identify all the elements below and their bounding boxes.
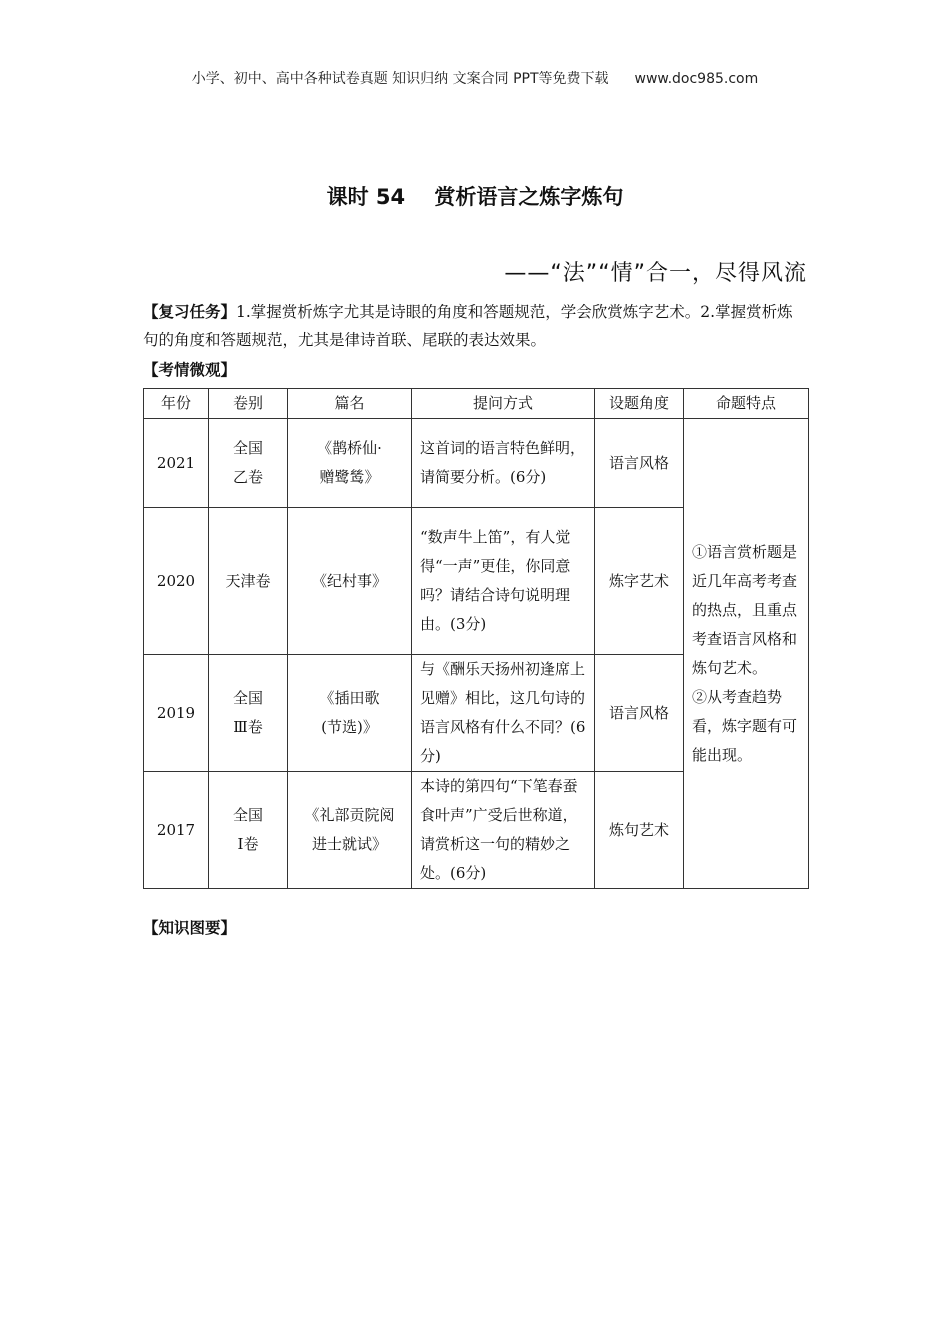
header-url[interactable]: www.doc985.com [634, 71, 759, 87]
review-task [143, 298, 808, 354]
cell-paper: 全国 Ⅲ卷 [209, 655, 288, 772]
cell-question: 这首词的语言特色鲜明，请简要分析。(6分) [412, 419, 595, 508]
table-row [144, 419, 809, 508]
table-header-row [144, 389, 809, 419]
cell-title: 《插田歌 (节选)》 [288, 655, 412, 772]
header-angle: 设题角度 [595, 389, 684, 419]
cell-question: 与《酬乐天扬州初逢席上见赠》相比，这几句诗的语言风格有什么不同？(6分) [412, 655, 595, 772]
lesson-subtitle: ——“法”“情”合一，尽得风流 [504, 261, 807, 286]
review-task-label: 【复习任务】 [143, 303, 237, 321]
section-label-kaoqing: 【考情微观】 [143, 361, 237, 379]
cell-question: “数声牛上笛”，有人觉得“一声”更佳，你同意吗？请结合诗句说明理由。(3分) [412, 508, 595, 655]
section-label-zhishi: 【知识图要】 [143, 919, 237, 937]
cell-question: 本诗的第四句“下笔春蚕食叶声”广受后世称道，请赏析这一句的精妙之处。(6分) [412, 772, 595, 889]
cell-paper: 天津卷 [209, 508, 288, 655]
cell-paper: 全国 Ⅰ卷 [209, 772, 288, 889]
cell-paper: 全国 乙卷 [209, 419, 288, 508]
review-task-text: 1.掌握赏析炼字尤其是诗眼的角度和答题规范，学会欣赏炼字艺术。2.掌握赏析炼句的角度和答题规范，尤其是律诗首联、尾联的表达效果。 [143, 303, 793, 349]
cell-year: 2021 [144, 419, 209, 508]
cell-year: 2017 [144, 772, 209, 889]
cell-features: ①语言赏析题是近几年高考考查的热点，且重点考查语言风格和炼句艺术。 ②从考查趋势看，炼字题有可能出现。 [684, 419, 809, 889]
header-paper: 卷别 [209, 389, 288, 419]
header-year: 年份 [144, 389, 209, 419]
cell-year: 2019 [144, 655, 209, 772]
cell-angle: 语言风格 [595, 655, 684, 772]
cell-year: 2020 [144, 508, 209, 655]
header-question: 提问方式 [412, 389, 595, 419]
header-title: 篇名 [288, 389, 412, 419]
cell-angle: 炼句艺术 [595, 772, 684, 889]
header-features: 命题特点 [684, 389, 809, 419]
cell-title: 《鹊桥仙· 赠鹭鸶》 [288, 419, 412, 508]
cell-title: 《礼部贡院阅 进士就试》 [288, 772, 412, 889]
cell-title: 《纪村事》 [288, 508, 412, 655]
exam-analysis-table [143, 388, 809, 889]
cell-angle: 语言风格 [595, 419, 684, 508]
page-header [0, 68, 950, 88]
lesson-title: 课时 54 赏析语言之炼字炼句 [326, 185, 624, 209]
cell-angle: 炼字艺术 [595, 508, 684, 655]
header-text: 小学、初中、高中各种试卷真题 知识归纳 文案合同 PPT等免费下载 [191, 71, 609, 87]
